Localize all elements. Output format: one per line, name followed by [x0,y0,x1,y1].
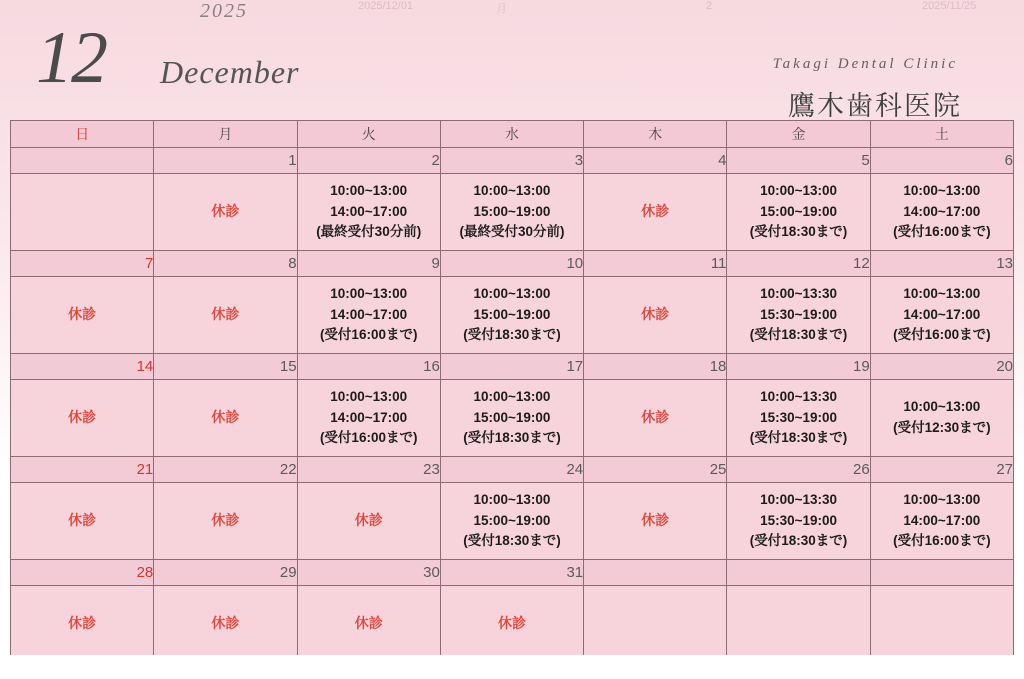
day-number: 7 [11,251,154,277]
hours-line: 15:00~19:00 [473,306,551,322]
day-cell-closed [154,277,297,354]
hours-line: (受付16:00まで) [319,430,418,446]
closed-label: 休診 [354,512,383,529]
hours-line: (受付18:30まで) [749,533,848,549]
day-number: 3 [440,148,583,174]
day-number: 2 [297,148,440,174]
day-number: 17 [440,354,583,380]
closed-label: 休診 [211,203,240,220]
day-cell-closed [584,174,727,251]
day-number-empty [870,560,1013,586]
day-number: 10 [440,251,583,277]
day-cell-closed [297,483,440,560]
day-cell-hours [727,483,870,560]
day-number: 18 [584,354,727,380]
hours-line: 15:00~19:00 [760,203,838,219]
day-number: 12 [727,251,870,277]
hours-line: 10:00~13:00 [903,182,981,198]
year-label: 2025 [200,0,248,22]
hours-line: 15:30~19:00 [760,306,838,322]
day-number: 14 [11,354,154,380]
hours-line: 14:00~17:00 [330,409,408,425]
day-number: 4 [584,148,727,174]
hours-line: (受付18:30まで) [749,430,848,446]
day-number: 23 [297,457,440,483]
day-number: 1 [154,148,297,174]
clinic-name-en: Takagi Dental Clinic [772,56,958,72]
month-number: 12 [36,17,106,99]
hours-line: 10:00~13:00 [330,285,408,301]
day-cell-hours [440,277,583,354]
hours-line: 14:00~17:00 [903,203,981,219]
hours-line: 14:00~17:00 [330,203,408,219]
closed-label: 休診 [211,512,240,529]
day-number-empty [11,148,154,174]
day-cell-blank [870,586,1013,663]
day-number: 28 [11,560,154,586]
closed-label: 休診 [68,306,97,323]
day-cell-hours [727,174,870,251]
weekday-header-row [11,121,1014,148]
day-cell-closed [11,483,154,560]
day-cell-closed [154,483,297,560]
clinic-name-jp: 鷹木歯科医院 [788,91,962,121]
hours-line: 14:00~17:00 [903,512,981,528]
day-content-row [11,586,1014,663]
hours-line: (受付18:30まで) [463,327,561,343]
closed-label: 休診 [68,512,97,529]
hours-line: 10:00~13:00 [473,388,551,404]
day-content-row [11,483,1014,560]
hours-line: (受付16:00まで) [893,327,991,343]
day-cell-blank [727,586,870,663]
hours-line: 14:00~17:00 [330,306,408,322]
day-cell-hours [440,174,583,251]
hours-line: 10:00~13:00 [760,182,838,198]
hours-line: 15:00~19:00 [473,203,551,219]
closed-label: 休診 [641,203,670,220]
hours-line: 10:00~13:30 [760,388,838,404]
day-cell-closed [584,277,727,354]
day-number-empty [584,560,727,586]
closed-label: 休診 [211,409,240,426]
day-cell-hours [870,483,1013,560]
hours-line: (最終受付30分前) [316,224,422,240]
day-cell-closed [11,277,154,354]
closed-label: 休診 [641,409,670,426]
hours-line: 10:00~13:00 [903,491,981,507]
day-cell-hours [727,380,870,457]
day-cell-hours [870,277,1013,354]
day-cell-closed [154,586,297,663]
hours-line: (受付16:00まで) [893,224,991,240]
hours-line: 10:00~13:00 [330,388,408,404]
hours-line: 10:00~13:00 [903,399,981,415]
day-number-row [11,354,1014,380]
hours-line: (受付18:30まで) [463,430,561,446]
weekday-header-sun: 日 [11,121,154,148]
day-cell-hours [870,174,1013,251]
weekday-header-mon: 月 [154,121,297,148]
day-number: 26 [727,457,870,483]
weekday-header-tue: 火 [297,121,440,148]
hours-line: 15:30~19:00 [760,409,838,425]
day-number: 11 [584,251,727,277]
day-number: 22 [154,457,297,483]
hours-line: 10:00~13:00 [473,285,551,301]
day-cell-closed [440,586,583,663]
top-strip-item-3: 2 [706,0,713,12]
hours-line: 15:00~19:00 [473,409,551,425]
calendar-body [11,148,1014,663]
hours-line: 10:00~13:30 [760,491,838,507]
month-name: December [160,54,300,90]
day-cell-closed [584,380,727,457]
day-cell-hours [440,483,583,560]
hours-line: 10:00~13:00 [473,182,551,198]
day-cell-hours [297,380,440,457]
day-number-row [11,560,1014,586]
weekday-header-sat: 土 [870,121,1013,148]
closed-label: 休診 [211,615,240,632]
hours-line: 10:00~13:30 [760,285,838,301]
day-number: 27 [870,457,1013,483]
hours-line: (受付16:00まで) [893,533,991,549]
day-cell-closed [584,483,727,560]
day-cell-closed [297,586,440,663]
day-number: 15 [154,354,297,380]
day-number: 29 [154,560,297,586]
hours-line: (受付12:30まで) [893,420,991,435]
hours-line: (受付18:30まで) [463,533,561,549]
day-content-row [11,277,1014,354]
day-number: 16 [297,354,440,380]
weekday-header-wed: 水 [440,121,583,148]
weekday-header-thu: 木 [584,121,727,148]
day-number: 30 [297,560,440,586]
day-cell-closed [154,380,297,457]
day-number: 6 [870,148,1013,174]
day-number: 8 [154,251,297,277]
day-number: 25 [584,457,727,483]
hours-line: 10:00~13:00 [330,182,408,198]
hours-line: 10:00~13:00 [903,285,981,301]
day-number-row [11,148,1014,174]
day-number: 5 [727,148,870,174]
closed-label: 休診 [68,615,97,632]
bottom-fade [0,655,1024,679]
day-number: 20 [870,354,1013,380]
day-cell-closed [11,586,154,663]
day-cell-hours [727,277,870,354]
top-strip-item-4: 2025/11/25 [922,0,977,12]
hours-line: 14:00~17:00 [903,306,981,322]
closed-label: 休診 [211,306,240,323]
hours-line: (受付18:30まで) [749,327,848,343]
day-cell-hours [297,277,440,354]
day-cell-hours [297,174,440,251]
day-number: 21 [11,457,154,483]
hours-line: 15:00~19:00 [473,512,551,528]
hours-line: (受付18:30まで) [749,224,848,240]
closed-label: 休診 [68,409,97,426]
hours-line: (最終受付30分前) [459,224,565,240]
day-number: 19 [727,354,870,380]
hours-line: 10:00~13:00 [473,491,551,507]
day-number-row [11,457,1014,483]
day-cell-hours [870,380,1013,457]
hours-line: (受付16:00まで) [319,327,418,343]
day-number-row [11,251,1014,277]
closed-label: 休診 [497,615,526,632]
calendar-header [0,0,1024,122]
hours-line: 15:30~19:00 [760,512,838,528]
day-content-row [11,174,1014,251]
top-strip-item-2: 月 [496,3,507,15]
day-cell-blank [11,174,154,251]
closed-label: 休診 [641,512,670,529]
weekday-header-fri: 金 [727,121,870,148]
day-number: 13 [870,251,1013,277]
day-cell-blank [584,586,727,663]
day-number: 31 [440,560,583,586]
day-number: 9 [297,251,440,277]
day-content-row [11,380,1014,457]
top-strip-item-1: 2025/12/01 [358,0,414,12]
day-cell-closed [154,174,297,251]
closed-label: 休診 [354,615,383,632]
day-number: 24 [440,457,583,483]
calendar-table [10,120,1014,663]
day-cell-hours [440,380,583,457]
closed-label: 休診 [641,306,670,323]
day-number-empty [727,560,870,586]
day-cell-closed [11,380,154,457]
